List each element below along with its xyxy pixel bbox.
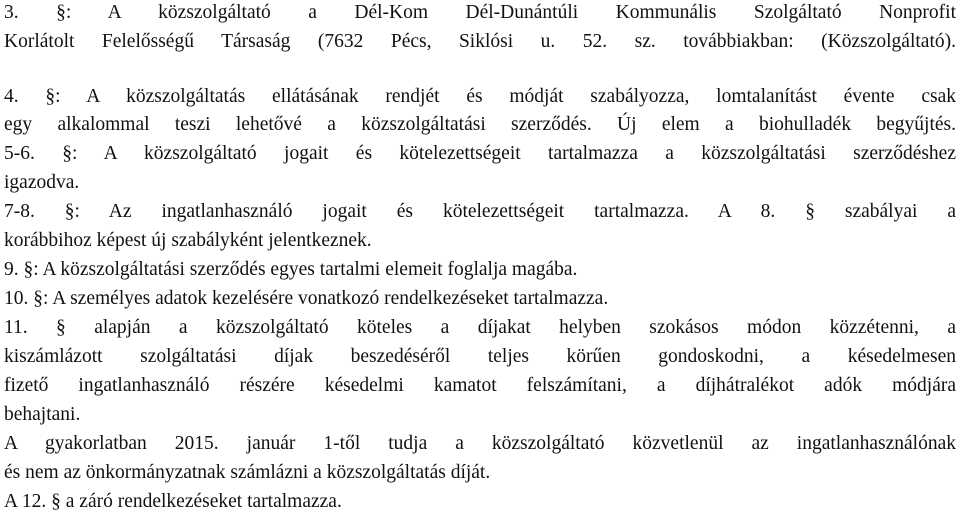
text-line: A 12. § a záró rendelkezéseket tartalmazza.: [4, 491, 342, 512]
text-line: 5-6. §: A közszolgáltató jogait és kötelezettségeit tartalmazza a közszolgáltatási szerződéshez: [4, 143, 956, 164]
text-line: igazodva.: [4, 172, 80, 193]
text-line: 9. §: A közszolgáltatási szerződés egyes tartalmi elemeit foglalja magába.: [4, 259, 578, 280]
text-line: 4. §: A közszolgáltatás ellátásának rendjét és módját szabályozza, lomtalanítást évente csak: [4, 86, 956, 107]
text-line: Korlátolt Felelősségű Társaság (7632 Pécs, Siklósi u. 52. sz. továbbiakban: (Közszolgáltató).: [4, 31, 956, 52]
text-line: fizető ingatlanhasználó részére késedelmi kamatot felszámítani, a díjhátralékot adók módjára: [4, 375, 956, 396]
text-line: egy alkalommal teszi lehetővé a közszolgáltatási szerződés. Új elem a biohulladék begyűjtés.: [4, 114, 956, 135]
text-line: kiszámlázott szolgáltatási díjak beszedéséről teljes körűen gondoskodni, a késedelmesen: [4, 346, 956, 367]
text-line: 10. §: A személyes adatok kezelésére vonatkozó rendelkezéseket tartalmazza.: [4, 288, 609, 309]
text-line: 7-8. §: Az ingatlanhasználó jogait és kötelezettségeit tartalmazza. A 8. § szabályai a: [4, 201, 956, 222]
text-line: és nem az önkormányzatnak számlázni a közszolgáltatás díját.: [4, 462, 491, 483]
text-line: korábbihoz képest új szabályként jelentkeznek.: [4, 230, 372, 251]
text-line: 3. §: A közszolgáltató a Dél-Kom Dél-Dunántúli Kommunális Szolgáltató Nonprofit: [4, 2, 956, 23]
text-line: 11. § alapján a közszolgáltató köteles a díjakat helyben szokásos módon közzétenni, a: [4, 317, 956, 338]
text-line: A gyakorlatban 2015. január 1-től tudja a közszolgáltató közvetlenül az ingatlanhasználónak: [4, 433, 956, 454]
text-line: behajtani.: [4, 404, 81, 425]
